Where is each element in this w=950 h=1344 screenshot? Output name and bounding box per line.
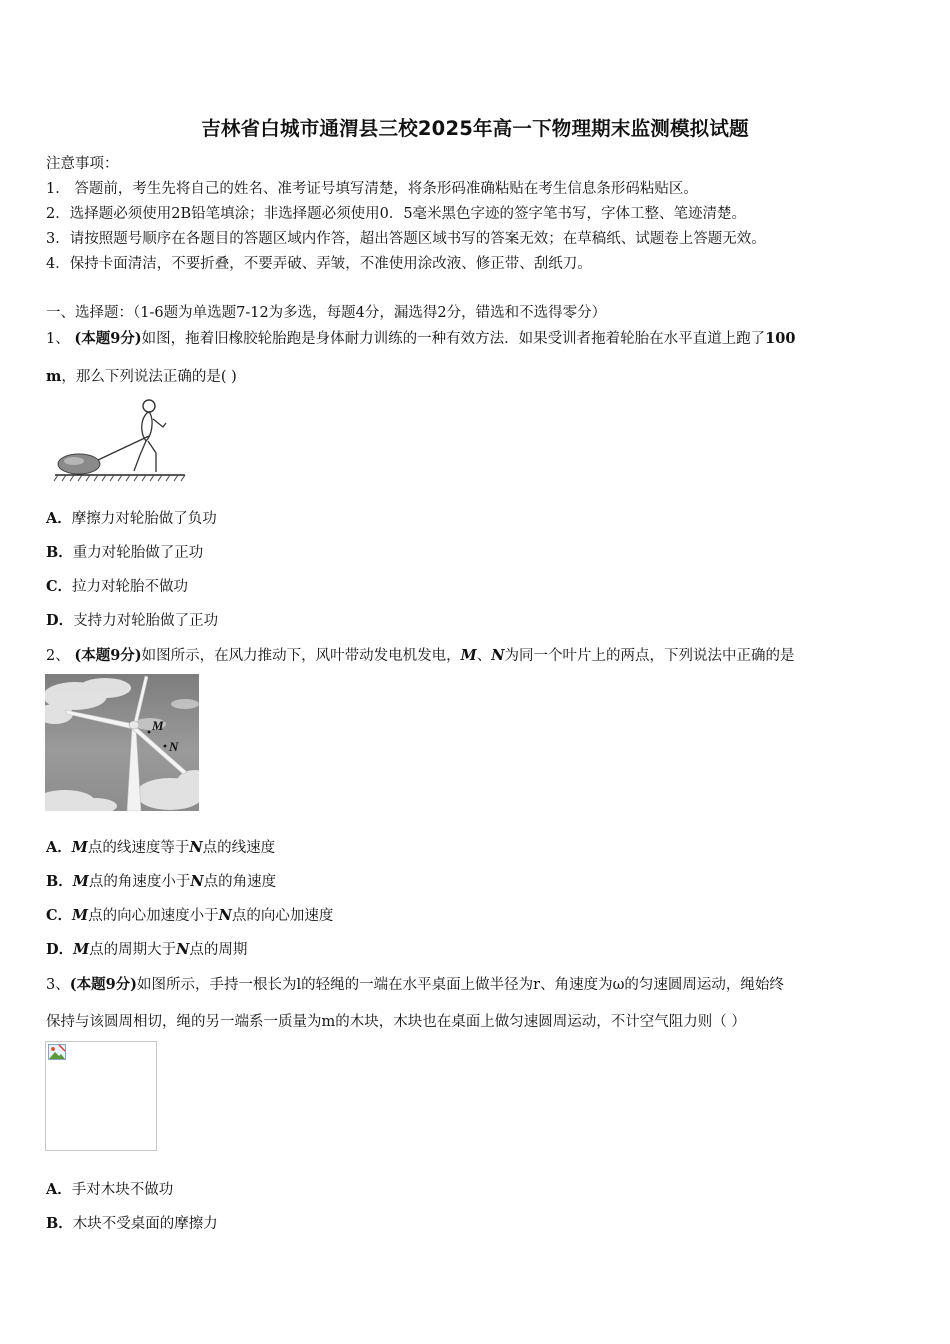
separator: 、	[476, 648, 492, 664]
option-c	[46, 575, 188, 596]
option-text: 点的角速度小于	[88, 874, 191, 890]
option-text: 点的向心加速度	[231, 908, 334, 924]
var: N	[189, 839, 203, 856]
option-letter: A．	[46, 510, 72, 527]
notice-heading: 注意事项：	[46, 156, 119, 172]
question-text: 为同一个叶片上的两点，下列说法中正确的是	[504, 648, 795, 664]
question-text: 如图所示，在风力推动下，风叶带动发电机发电，	[141, 648, 461, 664]
option-letter: B．	[46, 873, 73, 890]
question-score: (本题9分)	[74, 647, 142, 664]
option-c	[46, 904, 333, 925]
page-title: 吉林省白城市通渭县三校2025年高一下物理期末监测模拟试题	[201, 117, 749, 140]
option-b	[46, 541, 203, 562]
option-d	[46, 938, 247, 959]
option-letter: C．	[46, 907, 73, 924]
figure-label-m: M	[152, 718, 164, 733]
notice-item: 4．保持卡面清洁，不要折叠，不要弄破、弄皱，不准使用涂改液、修正带、刮纸刀。	[46, 256, 592, 272]
var: M	[73, 941, 90, 958]
option-letter: D．	[46, 612, 74, 629]
option-text: 手对木块不做功	[71, 1182, 174, 1198]
question-3-stem	[46, 973, 784, 994]
option-a	[46, 507, 217, 528]
option-a	[46, 836, 275, 857]
var: N	[190, 873, 204, 890]
option-text: 点的线速度等于	[87, 840, 190, 856]
option-b	[46, 1212, 218, 1233]
question-1-stem-cont	[46, 365, 237, 386]
option-text: 点的角速度	[203, 874, 277, 890]
option-d	[46, 609, 218, 630]
option-text: 点的周期	[189, 942, 248, 958]
question-3-stem-cont: 保持与该圆周相切，绳的另一端系一质量为m的木块，木块也在桌面上做匀速圆周运动，不计空气阻力则（ ）	[46, 1014, 746, 1030]
option-letter: C．	[46, 578, 73, 595]
question-number: 3、	[46, 977, 70, 993]
var-m: M	[460, 647, 477, 664]
missing-image-placeholder	[45, 1041, 157, 1151]
option-letter: A．	[46, 1181, 72, 1198]
wind-turbine-photo	[45, 674, 199, 811]
option-text: 点的线速度	[202, 840, 276, 856]
question-score: (本题9分)	[74, 330, 142, 347]
option-text: 木块不受桌面的摩擦力	[72, 1216, 218, 1232]
question-text-value: 100	[765, 330, 796, 347]
option-text: 点的向心加速度小于	[88, 908, 219, 924]
option-text: 支持力对轮胎做了正功	[73, 613, 219, 629]
option-letter: B．	[46, 544, 73, 561]
var: N	[218, 907, 232, 924]
option-letter: D．	[46, 941, 74, 958]
var: M	[71, 839, 88, 856]
question-2-stem	[46, 644, 794, 665]
question-text: ，那么下列说法正确的是( )	[61, 369, 237, 385]
broken-image-icon	[48, 1044, 66, 1060]
var: M	[72, 907, 89, 924]
option-text: 拉力对轮胎不做功	[72, 579, 189, 595]
option-text: 点的周期大于	[89, 942, 177, 958]
option-letter: A．	[46, 839, 72, 856]
question-number: 1、	[46, 331, 70, 347]
option-text: 重力对轮胎做了正功	[72, 545, 204, 561]
notice-item: 2．选择题必须使用2B铅笔填涂；非选择题必须使用0．5毫米黑色字迹的签字笔书写，字体工整、笔迹清楚。	[46, 206, 747, 222]
option-text: 摩擦力对轮胎做了负功	[71, 511, 217, 527]
question-score: (本题9分)	[69, 976, 138, 993]
notice-item: 1． 答题前，考生先将自己的姓名、准考证号填写清楚，将条形码准确粘贴在考生信息条形码粘贴区。	[46, 181, 698, 197]
question-1-stem	[46, 327, 795, 348]
var: N	[176, 941, 190, 958]
notice-item: 3．请按照题号顺序在各题目的答题区域内作答，超出答题区域书写的答案无效；在草稿纸、试题卷上答题无效。	[46, 231, 766, 247]
option-a	[46, 1178, 173, 1199]
question-text: 如图所示，手持一根长为l的轻绳的一端在水平桌面上做半径为r、角速度为ω的匀速圆周运动，绳始终	[137, 977, 784, 993]
option-b	[46, 870, 276, 891]
option-letter: B．	[46, 1215, 73, 1232]
var: M	[72, 873, 89, 890]
section-heading: 一、选择题：（1-6题为单选题7-12为多选，每题4分，漏选得2分，错选和不选得零分）	[46, 305, 607, 321]
unit-m: m	[46, 368, 62, 385]
question-text: 如图，拖着旧橡胶轮胎跑是身体耐力训练的一种有效方法．如果受训者拖着轮胎在水平直道上跑了	[141, 331, 766, 347]
tire-runner-figure	[52, 395, 192, 487]
question-number: 2、	[46, 648, 70, 664]
figure-label-n: N	[169, 739, 179, 754]
var-n: N	[491, 647, 505, 664]
